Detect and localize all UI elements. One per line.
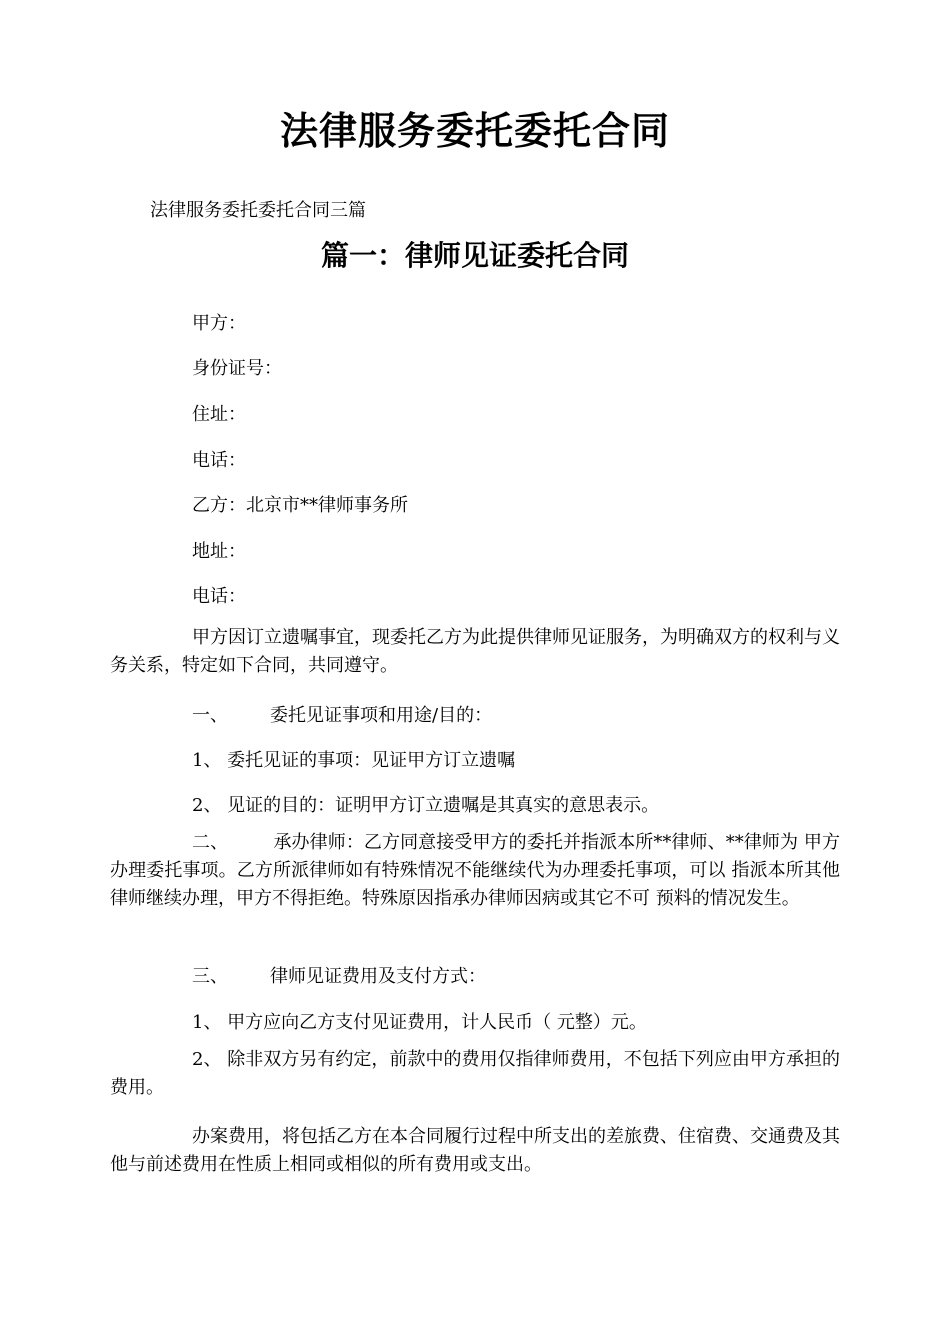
paragraph-intro: 甲方因订立遗嘱事宜，现委托乙方为此提供律师见证服务，为明确双方的权利与义务关系，特定如下合同，共同遵守。 xyxy=(110,627,840,676)
article-1-number: 一、 xyxy=(192,705,228,726)
article-1-text: 委托见证事项和用途/目的： xyxy=(270,705,493,726)
article-3-number: 三、 xyxy=(192,966,228,987)
field-address-b: 地址： xyxy=(192,541,246,562)
field-id-number: 身份证号： xyxy=(192,358,282,379)
document-subtitle: 法律服务委托委托合同三篇 xyxy=(150,200,366,221)
article-1-item-2: 2、 见证的目的：证明甲方订立遗嘱是其真实的意思表示。 xyxy=(192,795,660,816)
paragraph-expenses: 办案费用，将包括乙方在本合同履行过程中所支出的差旅费、住宿费、交通费及其他与前述费用在性质上相同或相似的所有费用或支出。 xyxy=(110,1126,840,1175)
article-3-item-1: 1、 甲方应向乙方支付见证费用，计人民币（ 元整）元。 xyxy=(192,1012,647,1033)
article-2-paragraph: 二、 承办律师：乙方同意接受甲方的委托并指派本所**律师、**律师为 甲方办理委托事项。乙方所派律师如有特殊情况不能继续代为办理委托事项，可以 指派本所其他律师继续办理，甲方不得拒绝。特殊原因指承办律师因病或其它不可 预料的情况发生。 xyxy=(110,832,840,909)
field-address-a: 住址： xyxy=(192,404,246,425)
field-party-b: 乙方：北京市**律师事务所 xyxy=(192,495,408,516)
article-3-text: 律师见证费用及支付方式： xyxy=(270,966,486,987)
section-title: 篇一：律师见证委托合同 xyxy=(320,239,629,272)
article-3-item-2: 2、 除非双方另有约定，前款中的费用仅指律师费用，不包括下列应由甲方承担的费用。 xyxy=(110,1049,840,1098)
article-3-heading xyxy=(192,962,486,988)
field-phone-b: 电话： xyxy=(192,586,246,607)
article-1-heading xyxy=(192,701,492,727)
article-1-item-1: 1、 委托见证的事项：见证甲方订立遗嘱 xyxy=(192,750,516,771)
field-party-a: 甲方： xyxy=(192,313,246,334)
field-phone-a: 电话： xyxy=(192,450,246,471)
document-title: 法律服务委托委托合同 xyxy=(279,109,670,153)
